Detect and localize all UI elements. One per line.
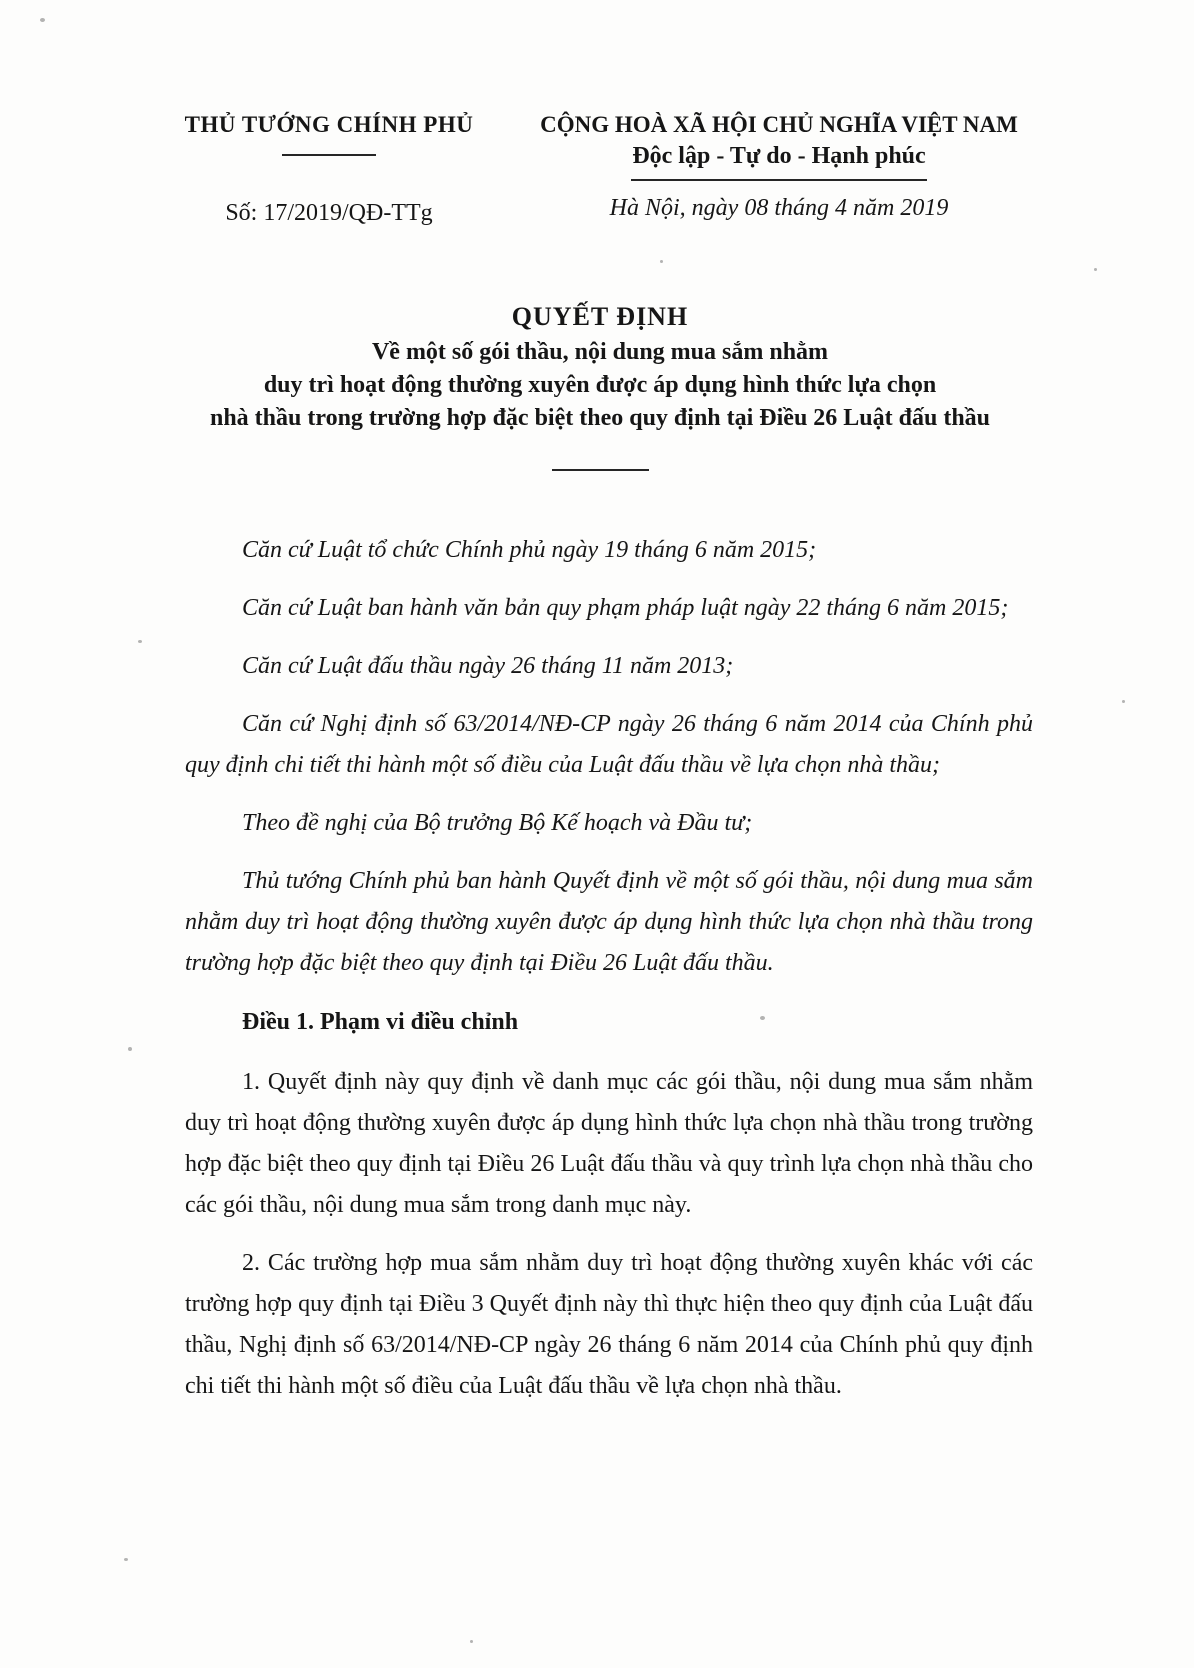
national-header-block xyxy=(518,112,1040,222)
motto-divider xyxy=(631,179,927,181)
subject-line: nhà thầu trong trường hợp đặc biệt theo quy định tại Điều 26 Luật đấu thầu xyxy=(209,405,991,431)
preamble-paragraph: Thủ tướng Chính phủ ban hành Quyết định về một số gói thầu, nội dung mua sắm nhằm duy trì hoạt động thường xuyên được áp dụng hình thức lựa chọn nhà thầu trong trường hợp đặc biệt theo quy định tại Điều 26 Luật đấu thầu. xyxy=(185,868,1033,976)
scan-speck xyxy=(1094,268,1097,271)
subject-line: duy trì hoạt động thường xuyên được áp dụng hình thức lựa chọn xyxy=(263,372,937,398)
issuer-name: THỦ TƯỚNG CHÍNH PHỦ xyxy=(184,112,474,137)
preamble-paragraph: Căn cứ Luật ban hành văn bản quy phạm pháp luật ngày 22 tháng 6 năm 2015; xyxy=(242,595,1009,621)
title-divider xyxy=(552,469,649,471)
article-1-clause: 2. Các trường hợp mua sắm nhằm duy trì hoạt động thường xuyên khác với các trường hợp quy định tại Điều 3 Quyết định này thì thực hiện theo quy định của Luật đấu thầu, Nghị định số 63/2014/NĐ-CP ngày 26 tháng 6 năm 2014 của Chính phủ quy định chi tiết thi hành một số điều của Luật đấu thầu về lựa chọn nhà thầu. xyxy=(185,1250,1033,1399)
document-number: Số: 17/2019/QĐ-TTg xyxy=(225,200,433,226)
scan-speck xyxy=(470,1640,473,1643)
scan-speck xyxy=(138,640,142,643)
scan-speck xyxy=(1122,700,1125,703)
subject-line: Về một số gói thầu, nội dung mua sắm nhằm xyxy=(371,339,829,365)
preamble-paragraph: Căn cứ Luật đấu thầu ngày 26 tháng 11 năm 2013; xyxy=(242,653,734,679)
issuer-divider xyxy=(282,154,376,156)
place-and-date: Hà Nội, ngày 08 tháng 4 năm 2019 xyxy=(609,195,949,221)
article-1-heading: Điều 1. Phạm vi điều chỉnh xyxy=(242,1009,519,1035)
scan-speck xyxy=(128,1047,132,1051)
scan-speck xyxy=(124,1558,128,1561)
national-motto: Độc lập - Tự do - Hạnh phúc xyxy=(632,143,926,169)
issuer-block xyxy=(168,112,490,227)
scan-speck xyxy=(760,1016,765,1020)
title-block xyxy=(150,302,1050,471)
document-body xyxy=(185,530,1033,1424)
document-subject xyxy=(150,336,1050,435)
preamble-paragraph: Căn cứ Nghị định số 63/2014/NĐ-CP ngày 26 tháng 6 năm 2014 của Chính phủ quy định chi tiết thi hành một số điều của Luật đấu thầu về lựa chọn nhà thầu; xyxy=(185,711,1033,778)
scan-speck xyxy=(660,260,663,263)
national-title: CỘNG HOÀ XÃ HỘI CHỦ NGHĨA VIỆT NAM xyxy=(540,112,1018,137)
preamble-paragraph: Theo đề nghị của Bộ trưởng Bộ Kế hoạch và Đầu tư; xyxy=(242,810,753,836)
preamble-paragraph: Căn cứ Luật tổ chức Chính phủ ngày 19 tháng 6 năm 2015; xyxy=(242,537,817,563)
document-type-heading: QUYẾT ĐỊNH xyxy=(511,302,689,331)
article-1-clause: 1. Quyết định này quy định về danh mục các gói thầu, nội dung mua sắm nhằm duy trì hoạt động thường xuyên được áp dụng hình thức lựa chọn nhà thầu trong trường hợp đặc biệt theo quy định tại Điều 26 Luật đấu thầu và quy trình lựa chọn nhà thầu cho các gói thầu, nội dung mua sắm trong danh mục này. xyxy=(185,1069,1033,1218)
scan-speck xyxy=(40,18,45,22)
